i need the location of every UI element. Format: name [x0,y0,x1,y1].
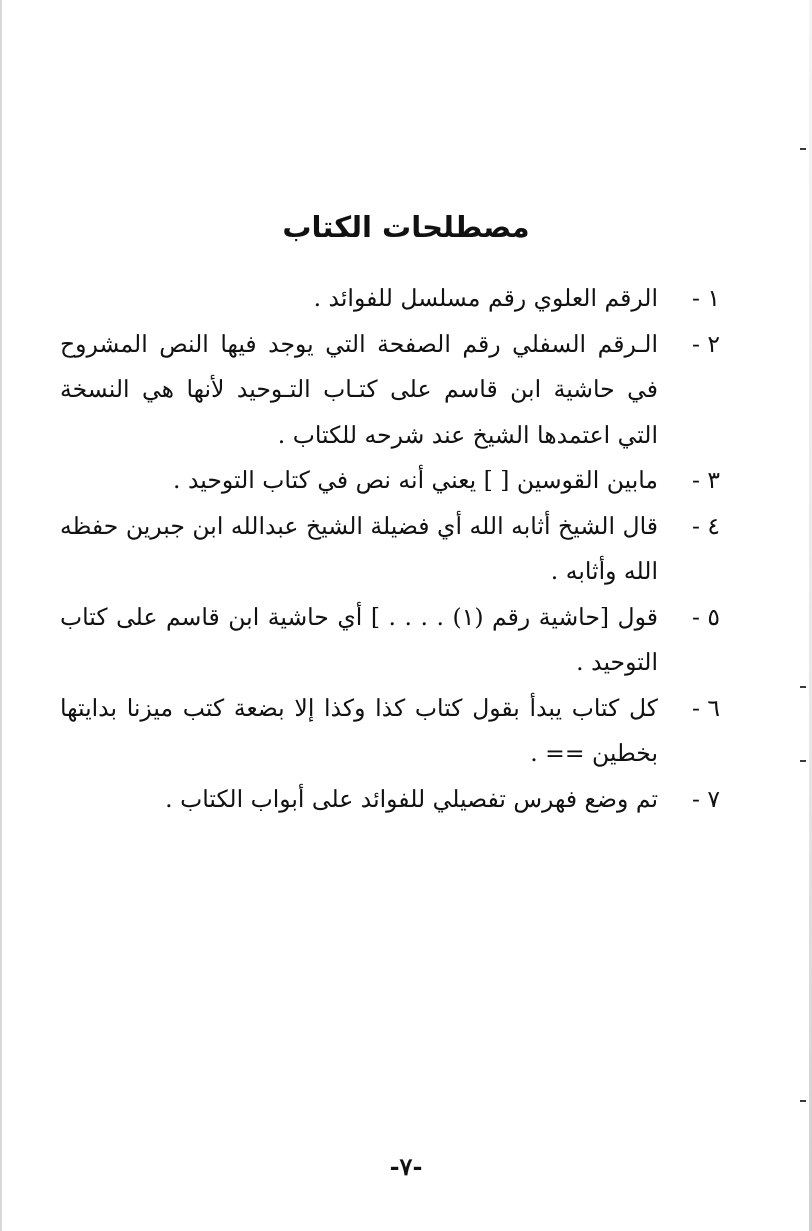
list-item [60,595,720,686]
margin-mark [800,760,806,762]
list-item [60,458,720,504]
item-number: ١ - [691,284,720,312]
item-text: قول [حاشية رقم (١) . . . . ] أي حاشية ابن قاسم على كتاب التوحيد . [60,602,658,676]
item-text: الرقم العلوي رقم مسلسل للفوائد . [313,284,658,312]
margin-mark [800,148,806,150]
item-number: ٦ - [691,693,720,722]
item-number: ٢ - [691,329,720,358]
item-number: ٥ - [691,602,720,631]
terms-list [60,276,720,822]
item-text: مابين القوسين [ ] يعني أنه نص في كتاب التوحيد . [173,466,658,494]
item-number: ٧ - [691,784,720,813]
item-text: قال الشيخ أثابه الله أي فضيلة الشيخ عبدالله ابن جبرين حفظه الله وأثابه . [60,511,658,585]
item-text: تم وضع فهرس تفصيلي للفوائد على أبواب الكتاب . [165,784,658,813]
list-item [60,686,720,777]
margin-mark [800,1100,806,1102]
page-title: مصطلحات الكتاب [282,210,530,245]
list-item [60,777,720,823]
item-text: كل كتاب يبدأ بقول كتاب كذا وكذا إلا بضعة كتب ميزنا بدايتها بخطين == . [60,693,658,767]
item-number: ٣ - [691,466,720,494]
page-left-edge [0,0,2,1231]
list-item [60,504,720,595]
list-item [60,322,720,459]
margin-mark [800,686,806,688]
list-item [60,276,720,322]
page-number: -٧- [389,1152,423,1181]
item-number: ٤ - [691,511,720,540]
item-text: الـرقم السفلي رقم الصفحة التي يوجد فيها النص المشروح في حاشية ابن قاسم على كتـاب التـوحيد لأنها هي النسخة التي اعتمدها الشيخ عند شرحه للكتاب . [60,329,658,449]
